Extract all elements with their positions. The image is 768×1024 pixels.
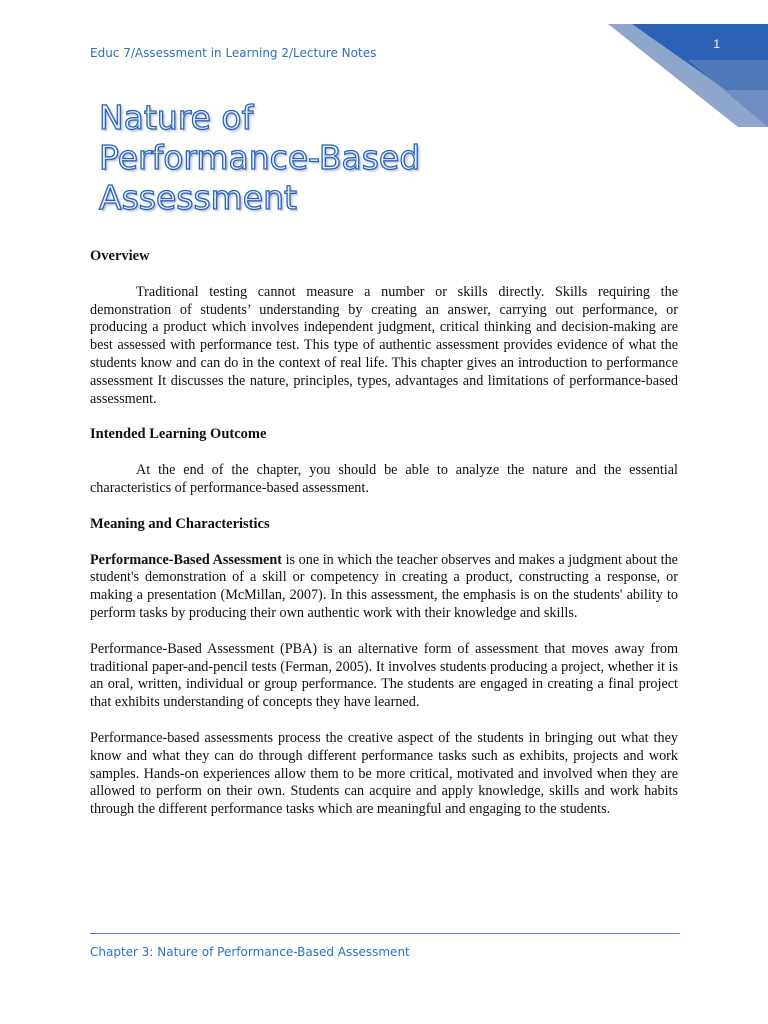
pba-paragraph: Performance-Based Assessment (PBA) is an alternative form of assessment that moves away from traditional paper-and-pencil tests (Ferman, 2005). It involves students producing a project, whether it is an oral, written, individual or group performance. The students are engaged in creating a final project that exhibits understanding of concepts they have learned. bbox=[90, 640, 678, 711]
footer-chapter: Chapter 3: Nature of Performance-Based Assessment bbox=[90, 945, 410, 959]
title-line-3: Assessment bbox=[99, 178, 297, 217]
meaning-heading: Meaning and Characteristics bbox=[90, 515, 270, 532]
overview-heading: Overview bbox=[90, 248, 150, 264]
meaning-paragraph bbox=[90, 552, 678, 623]
page-number: 1 bbox=[713, 37, 720, 51]
footer-divider bbox=[90, 933, 680, 934]
meaning-term: Performance-Based Assessment bbox=[90, 551, 282, 568]
meaning-text: is one in which the teacher observes and makes a judgment about the student's demonstration of a skill or competency in creating a product, constructing a response, or making a presentation (McMillan, 2007). In this assessment, the emphasis is on the students' ability to perform tasks by producing their own authentic work with their knowledge and skills. bbox=[90, 551, 678, 621]
corner-decoration bbox=[588, 0, 768, 130]
title-line-2: Performance-Based bbox=[99, 138, 421, 177]
process-paragraph: Performance-based assessments process the creative aspect of the students in bringing out what they know and what they can do through different performance tasks such as exhibits, projects and work samples. Hands-on experiences allow them to be more critical, motivated and involved when they are allowed to perform on their own. Students can acquire and apply knowledge, skills and work habits through the different performance tasks which are meaningful and engaging to the students. bbox=[90, 729, 678, 818]
document-body bbox=[90, 248, 678, 837]
page-title bbox=[99, 98, 420, 218]
title-line-1: Nature of bbox=[99, 98, 254, 137]
ilo-heading: Intended Learning Outcome bbox=[90, 426, 267, 443]
header-course-path: Educ 7/Assessment in Learning 2/Lecture Notes bbox=[90, 46, 377, 60]
overview-paragraph: Traditional testing cannot measure a number or skills directly. Skills requiring the demonstration of students’ understanding by creating an answer, carrying out performance, or producing a product which involves independent judgment, critical thinking and decision-making are best assessed with performance test. This type of authentic assessment provides evidence of what the students know and can do in the context of real life. This chapter gives an introduction to performance assessment It discusses the nature, principles, types, advantages and limitations of performance-based assessment. bbox=[90, 283, 678, 407]
ilo-paragraph: At the end of the chapter, you should be able to analyze the nature and the essential characteristics of performance-based assessment. bbox=[90, 462, 678, 496]
